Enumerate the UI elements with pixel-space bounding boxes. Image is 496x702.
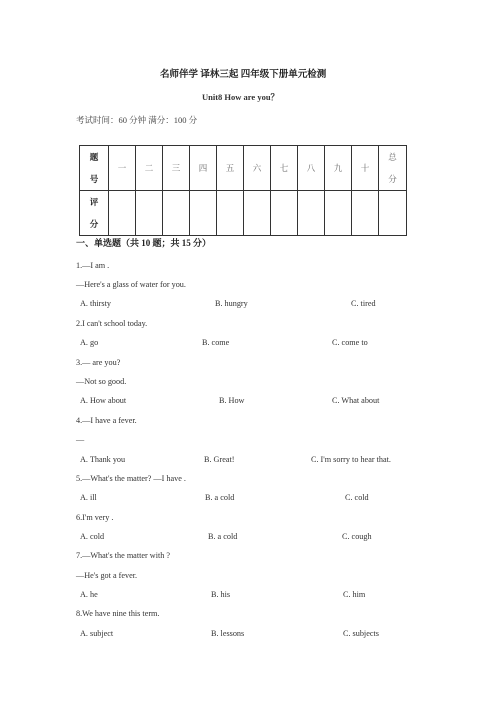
- option-a[interactable]: A. thirsty: [80, 299, 111, 308]
- question-text: —Not so good.: [76, 377, 127, 386]
- score-table-header-row: [80, 146, 407, 191]
- question-text: 3.— are you?: [76, 358, 121, 367]
- label-char: 题: [89, 152, 99, 162]
- option-c[interactable]: C. him: [343, 590, 366, 599]
- column-header-total: [379, 146, 407, 191]
- option-a[interactable]: A. go: [80, 338, 99, 347]
- question-text: 6.I'm very .: [76, 513, 114, 522]
- option-a[interactable]: A. he: [80, 590, 98, 599]
- document-title: 名师伴学 译林三起 四年级下册单元检测: [160, 70, 327, 80]
- score-cell[interactable]: [244, 191, 271, 236]
- question-text: 2.I can't school today.: [76, 319, 148, 328]
- question-text: —: [76, 435, 85, 444]
- option-b[interactable]: B. How: [219, 396, 245, 405]
- option-a[interactable]: A. Thank you: [80, 455, 126, 464]
- question-text: 8.We have nine this term.: [76, 609, 160, 618]
- option-b[interactable]: B. come: [202, 338, 230, 347]
- option-c[interactable]: C. What about: [332, 396, 380, 405]
- option-c[interactable]: C. I'm sorry to hear that.: [311, 455, 391, 464]
- column-header: 四: [190, 146, 217, 191]
- question-text: —Here's a glass of water for you.: [76, 280, 186, 289]
- score-cell[interactable]: [190, 191, 217, 236]
- option-c[interactable]: C. cough: [342, 532, 372, 541]
- option-c[interactable]: C. come to: [332, 338, 368, 347]
- column-header: 三: [163, 146, 190, 191]
- label-char: 分: [388, 174, 397, 184]
- option-a[interactable]: A. cold: [80, 532, 105, 541]
- column-header: 一: [109, 146, 136, 191]
- score-cell[interactable]: [217, 191, 244, 236]
- row-label-question-number: [80, 146, 109, 191]
- column-header: 六: [244, 146, 271, 191]
- column-header: 五: [217, 146, 244, 191]
- option-c[interactable]: C. subjects: [343, 629, 379, 638]
- option-b[interactable]: B. lessons: [211, 629, 245, 638]
- score-cell[interactable]: [298, 191, 325, 236]
- column-header: 七: [271, 146, 298, 191]
- exam-info: 考试时间：60 分钟 满分：100 分: [76, 115, 198, 125]
- question-text: 5.—What's the matter? —I have .: [76, 474, 186, 483]
- score-cell[interactable]: [136, 191, 163, 236]
- column-header: 十: [352, 146, 379, 191]
- score-cell-total[interactable]: [379, 191, 407, 236]
- label-char: 分: [89, 219, 99, 229]
- score-cell[interactable]: [109, 191, 136, 236]
- option-b[interactable]: B. a cold: [205, 493, 235, 502]
- option-a[interactable]: A. ill: [80, 493, 97, 502]
- label-char: 总: [388, 152, 397, 162]
- score-table: [79, 145, 407, 236]
- score-cell[interactable]: [271, 191, 298, 236]
- score-cell[interactable]: [325, 191, 352, 236]
- row-label-score: [80, 191, 109, 236]
- score-table-score-row: [80, 191, 407, 236]
- column-header: 九: [325, 146, 352, 191]
- option-a[interactable]: A. How about: [80, 396, 127, 405]
- option-a[interactable]: A. subject: [80, 629, 114, 638]
- option-b[interactable]: B. a cold: [208, 532, 238, 541]
- option-b[interactable]: B. hungry: [215, 299, 248, 308]
- option-c[interactable]: C. cold: [345, 493, 369, 502]
- question-text: —He's got a fever.: [76, 571, 138, 580]
- column-header: 二: [136, 146, 163, 191]
- score-cell[interactable]: [352, 191, 379, 236]
- option-b[interactable]: B. Great!: [204, 455, 235, 464]
- option-c[interactable]: C. tired: [351, 299, 376, 308]
- option-b[interactable]: B. his: [211, 590, 231, 599]
- section-heading: 一、单选题（共 10 题；共 15 分）: [76, 238, 212, 248]
- question-text: 1.—I am .: [76, 261, 110, 270]
- score-cell[interactable]: [163, 191, 190, 236]
- question-text: 7.—What's the matter with ?: [76, 551, 171, 560]
- question-text: 4.—I have a fever.: [76, 416, 137, 425]
- label-char: 号: [89, 174, 99, 184]
- unit-subtitle: Unit8 How are you？: [202, 92, 280, 102]
- label-char: 评: [89, 197, 99, 207]
- column-header: 八: [298, 146, 325, 191]
